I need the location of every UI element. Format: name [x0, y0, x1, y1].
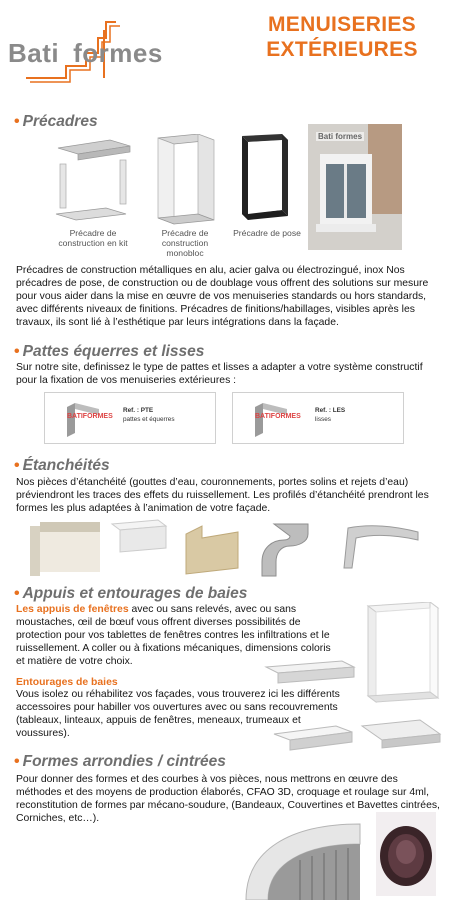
appuis-description: Les appuis de fenêtres avec ou sans relevés, avec ou sans moustaches, œil de bœuf vous offrent diverses possibilités de protection pour vos tablettes de fenêtres contres les infiltrations et le ruissellement. A coller ou à fixations mécaniques, dimensions coloris et matière de votre choix. [16, 604, 331, 667]
precadre-kit-image [50, 138, 136, 228]
entourages-subheading: Entourages de baies [16, 677, 118, 688]
etancheite-profiles-images [26, 518, 436, 580]
card-desc: pattes et équerres [123, 416, 175, 423]
logo-part-formes: formes [73, 38, 163, 68]
section-heading-formes: • Formes arrondies / cintrées [14, 753, 226, 770]
precadre-photo [308, 124, 402, 250]
card-desc: lisses [315, 416, 331, 423]
section-heading-appuis: • Appuis et entourages de baies [14, 585, 248, 602]
entourages-description: Vous isolez ou réhabilitez vos façades, vous trouverez ici les différents accessoires pour habiller vos ouvertures avec ou sans recouvrements (tableaux, linteaux, appuis de fenêtres, meneaux, trumeaux et voussures). [16, 689, 340, 739]
precadre-monobloc-image [148, 134, 222, 230]
appui-sill-image-1 [262, 657, 358, 693]
caption-precadre-monobloc: Précadre de construction monobloc [161, 228, 209, 258]
entourage-frame-image [346, 602, 442, 712]
round-window-image [376, 812, 436, 896]
page-title-line2: EXTÉRIEURES [266, 38, 418, 61]
heading-bullet: • [14, 753, 20, 770]
logo-part-bati: Bati [8, 38, 60, 68]
section-heading-etancheites: • Étanchéités [14, 457, 110, 474]
card-logo: BATIFORMES [255, 413, 301, 420]
appui-sill-image-3 [360, 718, 444, 754]
card-ref: Ref. : PTE [123, 407, 154, 414]
logo-wordmark [8, 38, 163, 69]
heading-bullet: • [14, 457, 20, 474]
lisses-card[interactable] [232, 392, 404, 444]
heading-bullet: • [14, 113, 20, 130]
photo-logo-overlay: Bati formes [318, 132, 363, 141]
caption-precadre-pose: Précadre de pose [233, 228, 301, 238]
precadre-pose-image [232, 134, 298, 226]
formes-description: Pour donner des formes et des courbes à vos pièces, nous mettrons en œuvre des méthodes et des moyens de production élaborés, CFAO 3D, croquage et roulage sur 4ml, reconstitution de formes par mécano-soudure, (Bandeaux, Couvertines et Bavettes cintrées, Corniches, etc…). [16, 774, 440, 824]
pattes-equerres-card[interactable] [44, 392, 216, 444]
heading-bullet: • [14, 343, 20, 360]
appuis-lead: Les appuis de fenêtres [16, 604, 129, 615]
section-heading-pattes: • Pattes équerres et lisses [14, 343, 205, 360]
card-logo: BATIFORMES [67, 413, 113, 420]
appui-sill-image-2 [272, 722, 358, 754]
caption-precadre-kit: Précadre de construction en kit [58, 228, 128, 248]
card-ref: Ref. : LES [315, 407, 346, 414]
section-heading-precadres: • Précadres [14, 113, 98, 130]
page-title-line1: MENUISERIES [268, 13, 416, 36]
pattes-description: Sur notre site, definissez le type de pattes et lisses a adapter a votre système constructif pour la fixation de vos menuiseries extérieures : [16, 362, 423, 386]
etancheites-description: Nos pièces d’étanchéité (gouttes d’eau, couronnements, portes solins et rejets d’eau) préviendront les traces des effets du ruissellement. Les profilés d’étanchéité prendront les formes les plus adaptées à l’animation de votre façade. [16, 477, 429, 514]
heading-bullet: • [14, 585, 20, 602]
precadres-description: Précadres de construction métalliques en alu, acier galva ou électrozingué, inox Nos précadres de pose, de construction ou de doublage vous offrent des solutions sur mesure pour vous aider dans la mise en œuvre de vos menuiseries standards ou hors standards, avec différents niveaux de finitions. Précadres de finitions/habillages, visibles après les travaux, ils sont lié à l’esthétique par leurs intégrations dans la façade. [16, 265, 429, 328]
curved-cornice-image [240, 820, 364, 900]
